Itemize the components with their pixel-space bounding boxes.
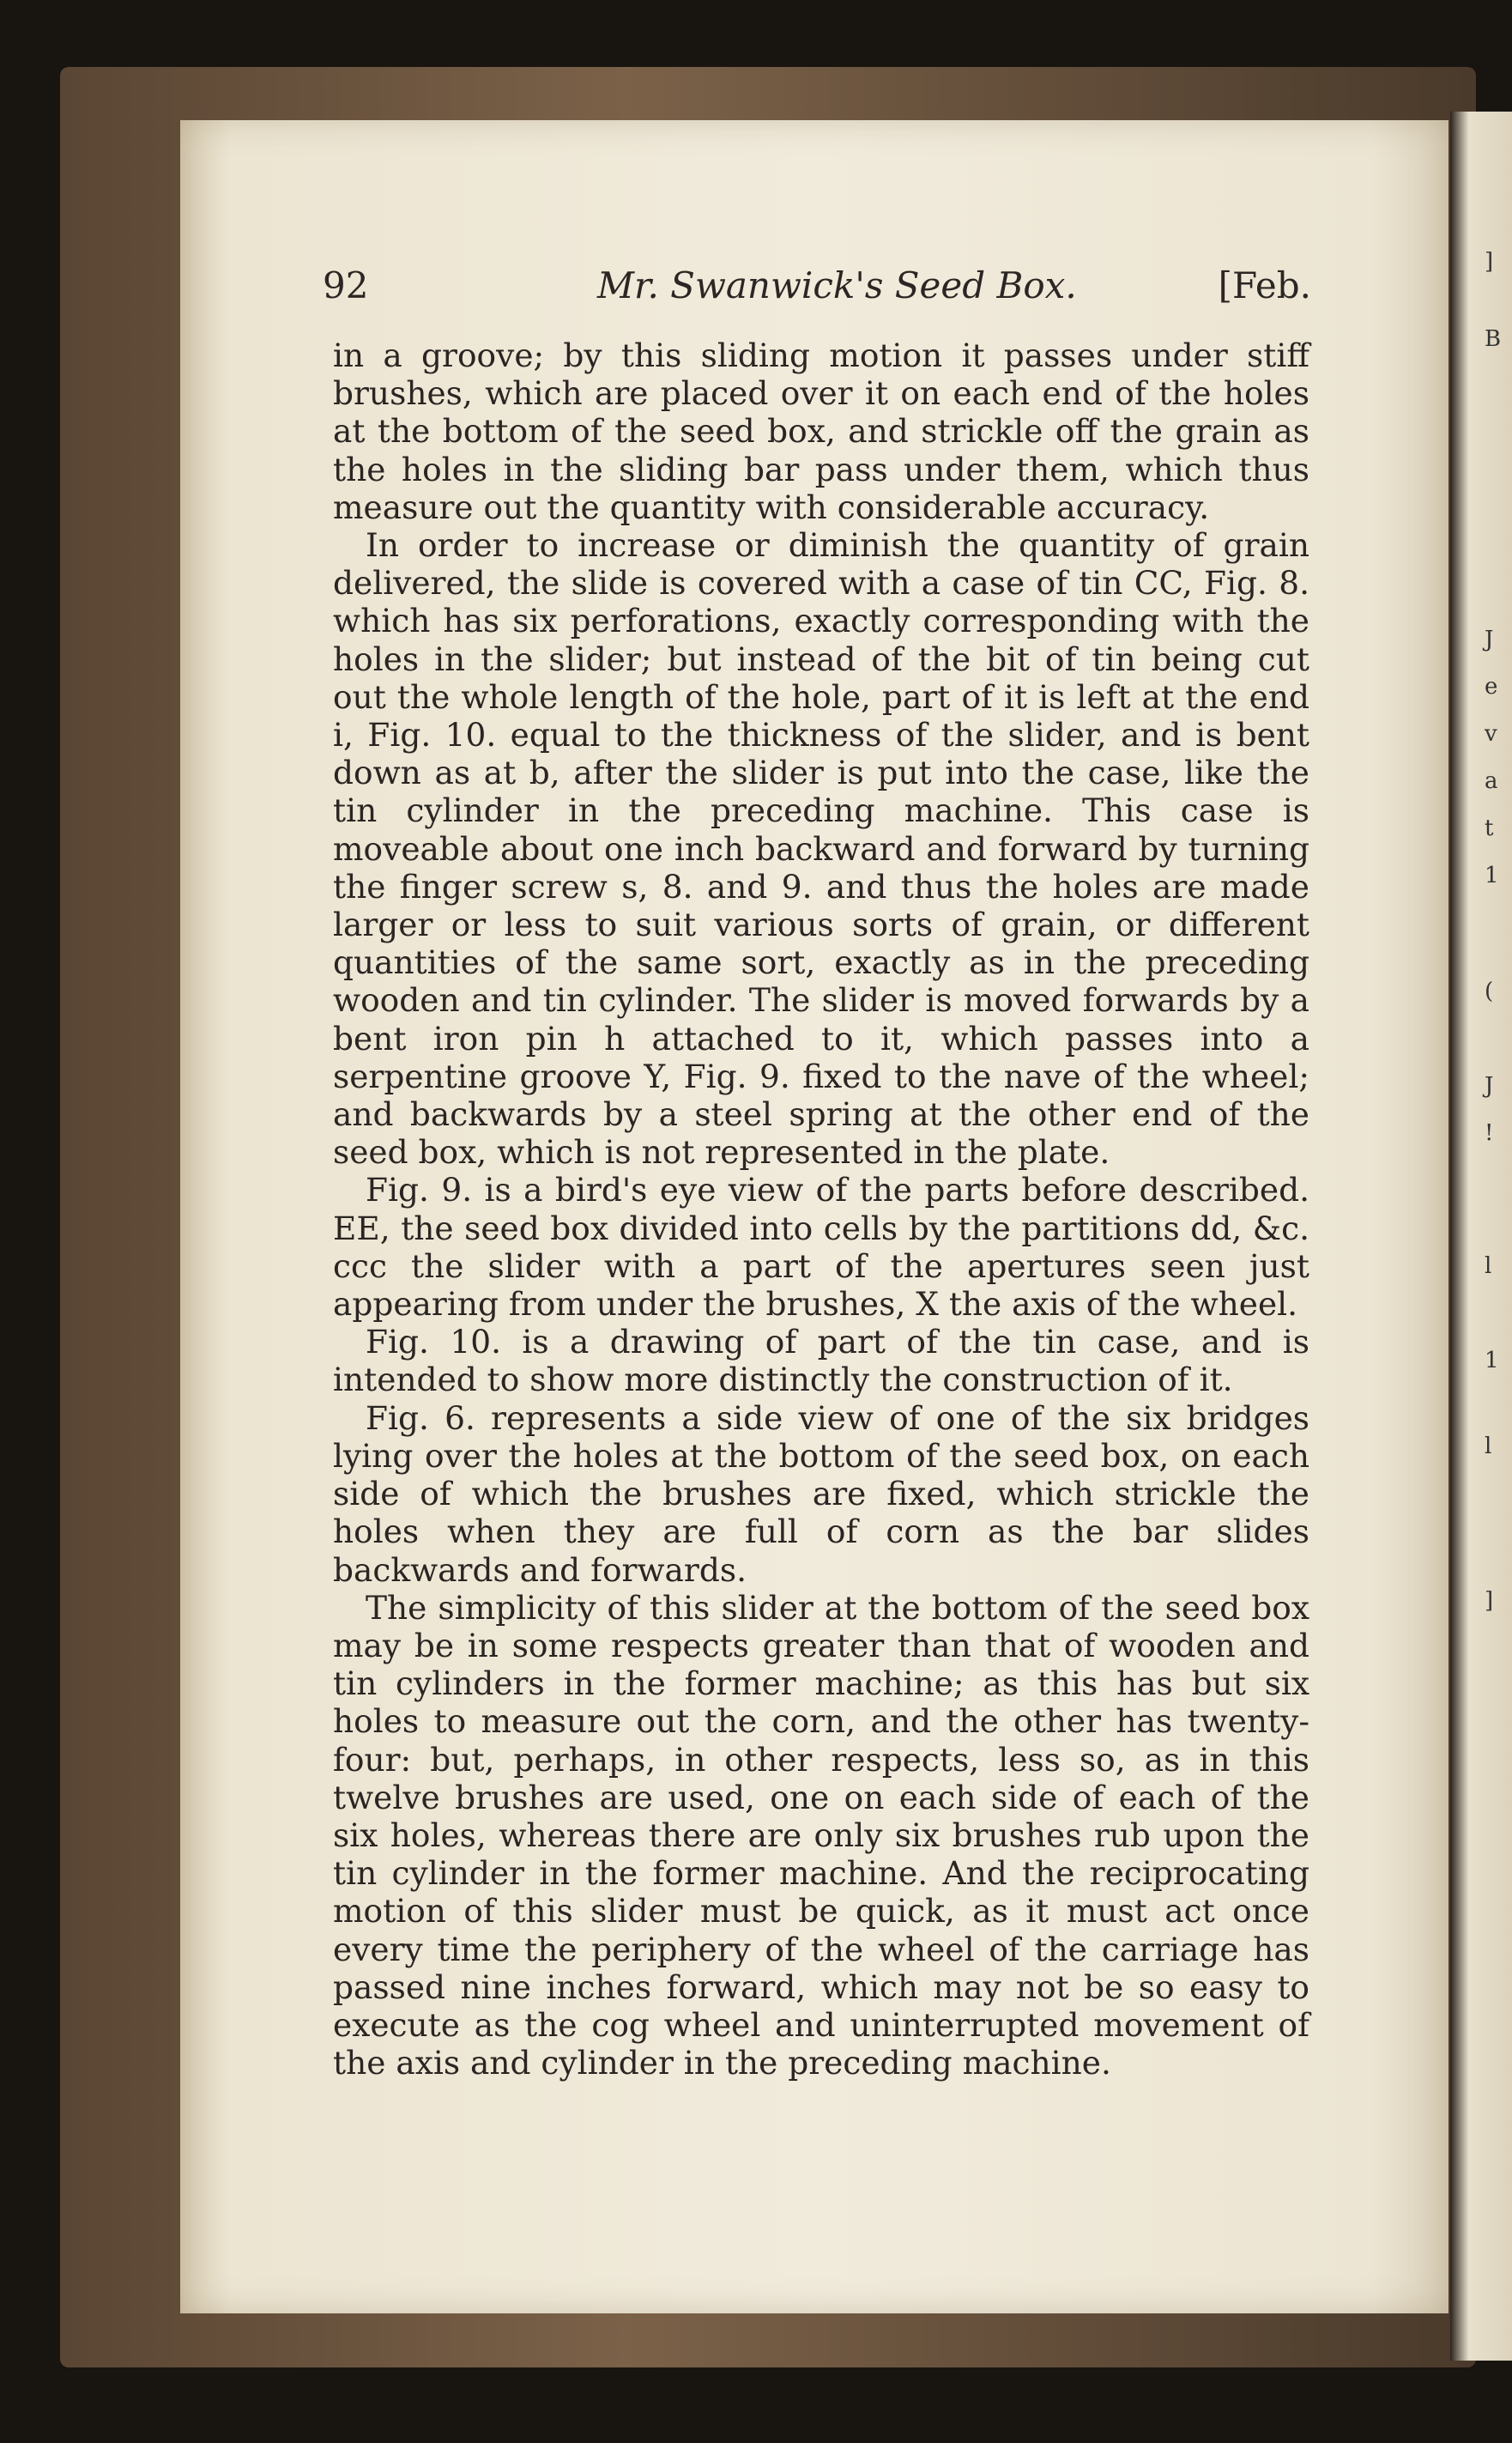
page-number: 92 [323, 264, 369, 306]
facing-fragment: a [1485, 768, 1498, 794]
paragraph: In order to increase or diminish the quantity of grain delivered, the slide is covered with a case of tin CC, Fig. 8. which has six perforations, exactly corresponding with the holes in the slider; but instead of the bit of tin being cut out the whole length of the hole, part of it is left at the end i, Fig. 10. equal to the thickness of the slider, and is bent down as at b, after the slider is put into the case, like the tin cylinder in the preceding machine. This case is moveable about one inch backward and forward by turning the finger screw s, 8. and 9. and thus the holes are made larger or less to suit various sorts of grain, or different quantities of the same sort, exactly as in the preceding wooden and tin cylinder. The slider is moved forwards by a bent iron pin h attached to it, which passes into a serpentine groove Y, Fig. 9. fixed to the nave of the wheel; and backwards by a steel spring at the other end of the seed box, which is not represented in the plate. [333, 526, 1309, 1172]
running-title: Mr. Swanwick's Seed Box. [597, 264, 1077, 306]
facing-page-edge [1450, 112, 1512, 2361]
paragraph: Fig. 9. is a bird's eye view of the parts before described. EE, the seed box divided into cells by the partitions dd, &c. ccc the slider with a part of the apertures seen just appearing from under the brushes, X the axis of the wheel. [333, 1171, 1309, 1324]
facing-fragment: ! [1485, 1120, 1494, 1146]
facing-fragment: B [1485, 326, 1502, 352]
paragraph: Fig. 10. is a drawing of part of the tin case, and is intended to show more distinctly the construction of it. [333, 1323, 1309, 1399]
running-header [323, 264, 1311, 316]
paragraph: The simplicity of this slider at the bottom of the seed box may be in some respects greater than that of wooden and tin cylinders in the former machine; as this has but six holes to measure out the corn, and the other has twenty-four: but, perhaps, in other respects, less so, as in this twelve brushes are used, one on each side of each of the six holes, whereas there are only six brushes rub upon the tin cylinder in the former machine. And the reciprocating motion of this slider must be quick, as it must act once every time the periphery of the wheel of the carriage has passed nine inches forward, which may not be so easy to execute as the cog wheel and uninterrupted movement of the axis and cylinder in the preceding machine. [333, 1588, 1309, 2082]
facing-fragment: 1 [1485, 863, 1499, 888]
facing-fragment: v [1485, 721, 1497, 747]
header-month: [Feb. [1218, 264, 1311, 306]
facing-fragment: ( [1485, 979, 1494, 1004]
facing-fragment: J [1485, 627, 1494, 652]
facing-fragment: ] [1485, 249, 1494, 275]
facing-fragment: e [1485, 674, 1498, 700]
facing-fragment: l [1485, 1253, 1492, 1279]
body-text [333, 336, 1309, 2082]
paragraph: in a groove; by this sliding motion it passes under stiff brushes, which are placed over it on each end of the holes at the bottom of the seed box, and strickle off the grain as the holes in the sliding bar pass under them, which thus measure out the quantity with considerable accuracy. [333, 336, 1309, 526]
facing-fragment: J [1485, 1073, 1494, 1099]
facing-fragment: 1 [1485, 1348, 1499, 1373]
facing-fragment: ] [1485, 1588, 1494, 1614]
facing-fragment: l [1485, 1434, 1492, 1459]
paragraph: Fig. 6. represents a side view of one of the six bridges lying over the holes at the bottom of the seed box, on each side of which the brushes are fixed, which strickle the holes when they are full of corn as the bar slides backwards and forwards. [333, 1398, 1309, 1589]
facing-fragment: t [1485, 815, 1494, 841]
